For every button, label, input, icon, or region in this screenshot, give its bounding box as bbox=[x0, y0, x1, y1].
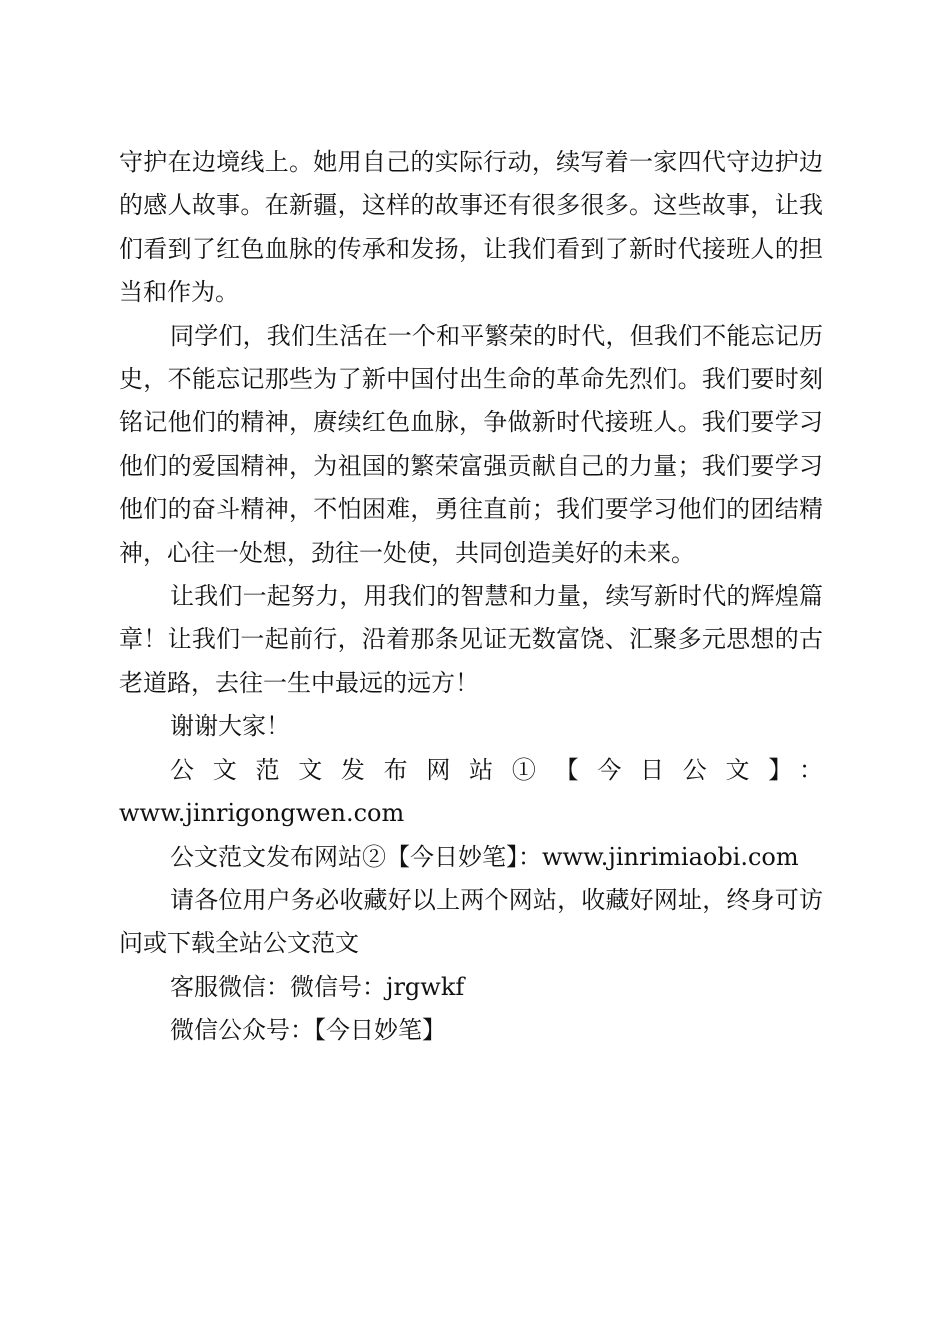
footer-site1-url: www.jinrigongwen.com bbox=[119, 799, 405, 828]
footer-official-account: 微信公众号：【今日妙笔】 bbox=[170, 1016, 446, 1045]
paragraph-continuation: 守护在边境线上。她用自己的实际行动，续写着一家四代守边护边的感人故事。在新疆，这样的故事还有很多很多。这些故事，让我们看到了红色血脉的传承和发扬，让我们看到了新时代接班人的担当和作为。 bbox=[119, 148, 823, 307]
paragraph-call-to-action: 让我们一起努力，用我们的智慧和力量，续写新时代的辉煌篇章！让我们一起前行，沿着那条见证无数富饶、汇聚多元思想的古老道路，去往一生中最远的远方！ bbox=[119, 582, 823, 697]
footer-site2: 公文范文发布网站②【今日妙笔】：www.jinrimiaobi.com bbox=[170, 842, 799, 871]
footer-service-wechat: 客服微信：微信号：jrgwkf bbox=[170, 972, 465, 1001]
document-body bbox=[119, 141, 823, 1053]
paragraph-students: 同学们，我们生活在一个和平繁荣的时代，但我们不能忘记历史，不能忘记那些为了新中国付出生命的革命先烈们。我们要时刻铭记他们的精神，赓续红色血脉，争做新时代接班人。我们要学习他们的爱国精神，为祖国的繁荣富强贡献自己的力量；我们要学习他们的奋斗精神，不怕困难，勇往直前；我们要学习他们的团结精神，心往一处想，劲往一处使，共同创造美好的未来。 bbox=[119, 321, 823, 567]
paragraph-thanks: 谢谢大家！ bbox=[170, 712, 290, 741]
footer-notice: 请各位用户务必收藏好以上两个网站，收藏好网址，终身可访问或下载全站公文范文 bbox=[119, 885, 823, 958]
footer-site1-title: 公文范文发布网站①【今日公文】： bbox=[170, 755, 823, 784]
